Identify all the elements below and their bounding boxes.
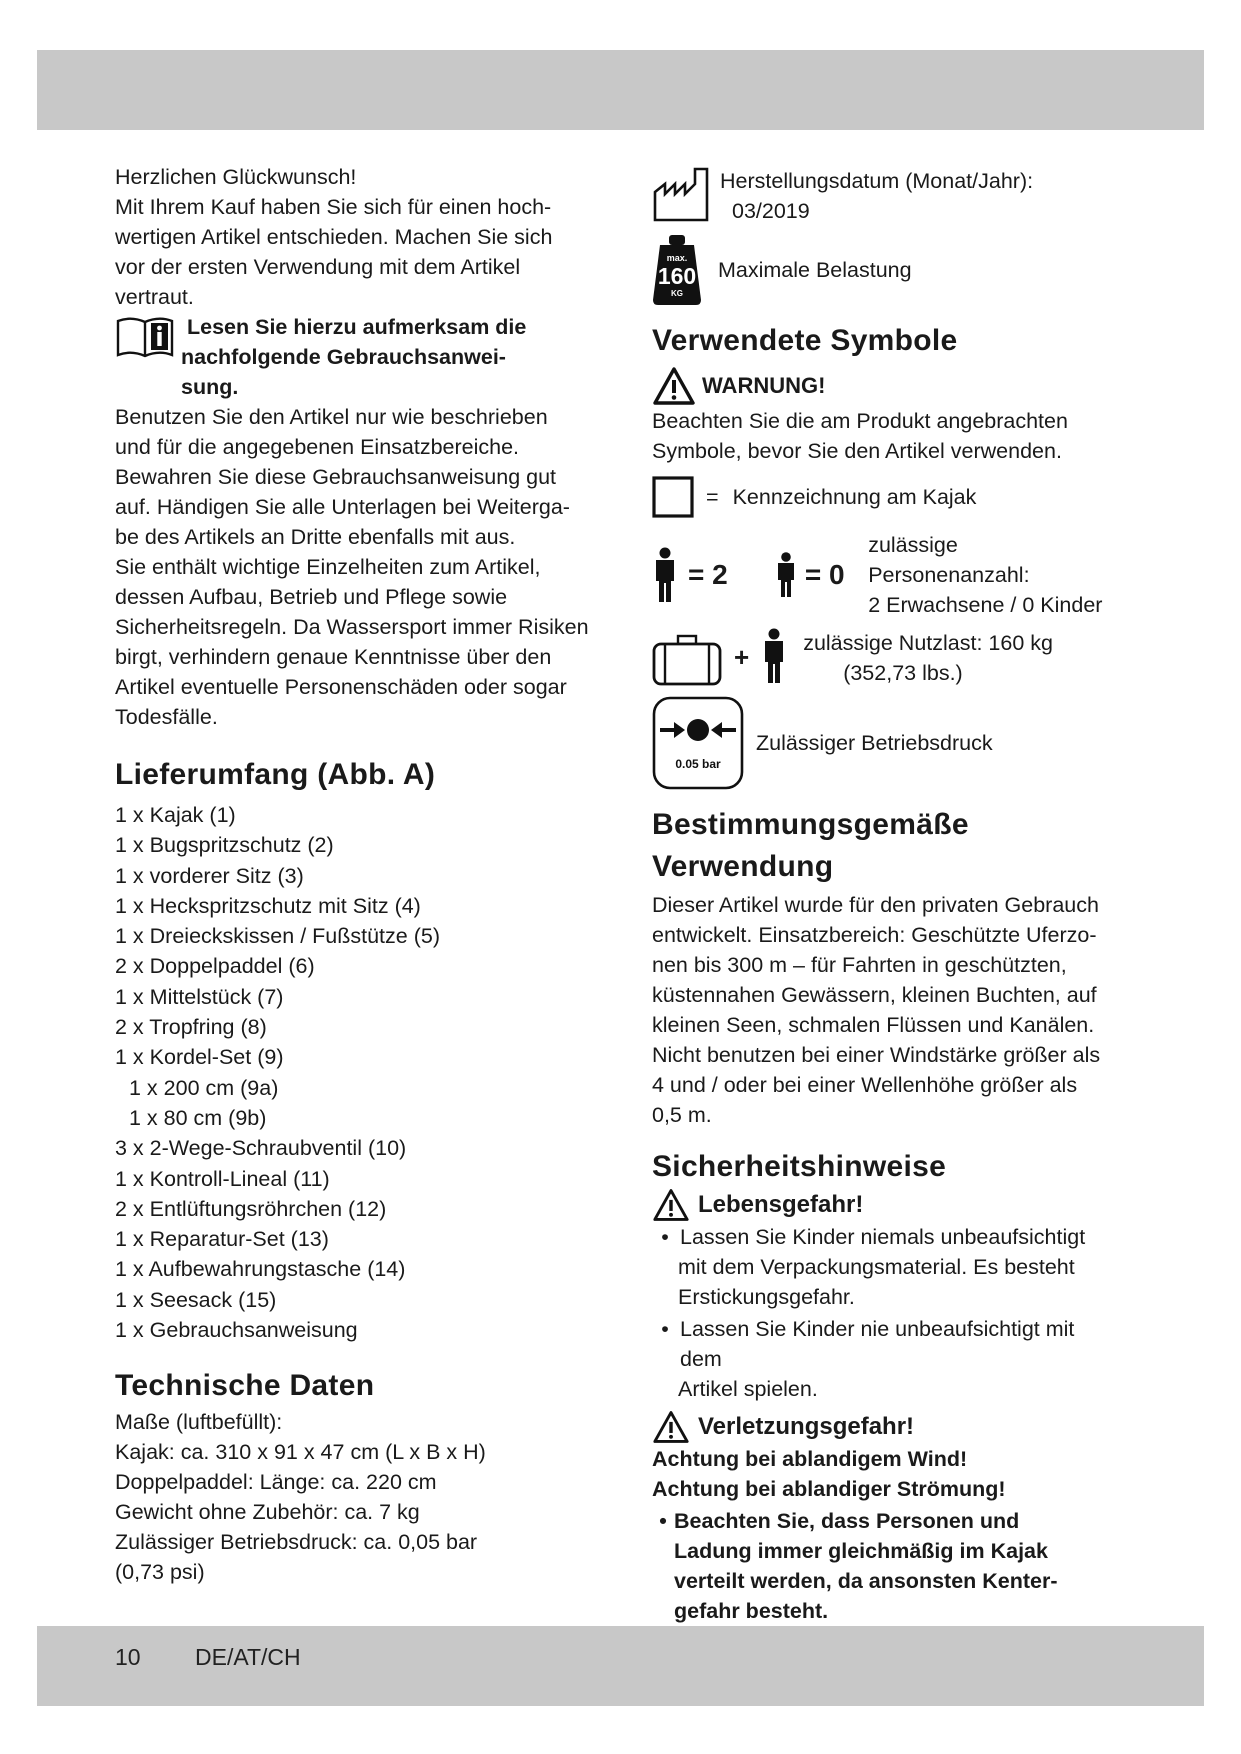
tech-line: Gewicht ohne Zubehör: ca. 7 kg: [115, 1500, 420, 1525]
sicherheit-heading: Sicherheitshinweise: [652, 1150, 947, 1183]
weight-max-160-icon: [652, 234, 702, 306]
nutzlast-row: [652, 628, 1122, 688]
nutzlast-line: (352,73 lbs.): [843, 661, 963, 685]
warning-label-row: [652, 366, 1122, 406]
bestimmung-line: Dieser Artikel wurde für den privaten Gebrauch: [652, 893, 1099, 917]
body-line: Todesfälle.: [115, 705, 218, 729]
lieferumfang-heading: Lieferumfang (Abb. A): [115, 758, 436, 791]
warning-triangle-icon: [652, 1410, 690, 1444]
kennzeichnung-label: Kennzeichnung am Kajak: [732, 485, 977, 509]
safety-bullet: [652, 1506, 1122, 1626]
warning-label: WARNUNG!: [702, 373, 826, 398]
weight-badge-value: 160: [657, 263, 697, 289]
marking-square-icon: [652, 476, 694, 518]
body-line: birgt, verhindern genaue Kenntnisse über den: [115, 645, 552, 669]
tech-line: Zulässiger Betriebsdruck: ca. 0,05 bar: [115, 1530, 478, 1555]
betriebsdruck-label: Zulässiger Betriebsdruck: [756, 731, 993, 755]
intro-line: Mit Ihrem Kauf haben Sie sich für einen hoch-: [115, 195, 552, 219]
list-item: 2 x Doppelpaddel (6): [115, 954, 315, 979]
nutzlast-line: zulässige Nutzlast: 160 kg: [803, 631, 1053, 655]
read-manual-notice: [115, 312, 595, 372]
stroemung-warning: Achtung bei ablandiger Strömung!: [652, 1477, 1006, 1501]
list-item: 1 x Dreieckskissen / Fußstütze (5): [115, 924, 440, 949]
bullet-line: mit dem Verpackungsmaterial. Es besteht: [678, 1255, 1075, 1279]
pressure-gauge-icon: [652, 696, 744, 790]
persons-row: [652, 530, 1122, 620]
intro-line: Herzlichen Glückwunsch!: [115, 165, 357, 189]
warning-triangle-icon: [652, 366, 696, 406]
bullet-line: gefahr besteht.: [674, 1599, 829, 1623]
bestimmung-line: nen bis 300 m – für Fahrten in geschützten,: [652, 953, 1067, 977]
list-item: 1 x 80 cm (9b): [129, 1105, 267, 1130]
bullet-line: Ladung immer gleichmäßig im Kajak: [674, 1539, 1048, 1563]
bullet-dot: •: [661, 1225, 669, 1249]
bestimmung-text: [652, 890, 1122, 1130]
lebensgefahr-label: Lebensgefahr!: [698, 1191, 864, 1218]
tech-line: Kajak: ca. 310 x 91 x 47 cm (L x B x H): [115, 1440, 486, 1465]
tech-line: Maße (luftbefüllt):: [115, 1410, 283, 1435]
warning-line: Symbole, bevor Sie den Artikel verwenden.: [652, 439, 1062, 463]
body-line: Sicherheitsregeln. Da Wassersport immer Risiken: [115, 615, 589, 639]
body-line: Benutzen Sie den Artikel nur wie beschrieben: [115, 405, 548, 429]
herstellungsdatum-label: Herstellungsdatum (Monat/Jahr):: [720, 169, 1034, 193]
list-item: 1 x Mittelstück (7): [115, 984, 284, 1009]
lieferumfang-list: [115, 800, 595, 1345]
luggage-icon: [652, 634, 722, 686]
tech-line: Doppelpaddel: Länge: ca. 220 cm: [115, 1470, 437, 1495]
header-bar: [37, 50, 1204, 130]
bullet-line: Lassen Sie Kinder nie unbeaufsichtigt mit dem: [680, 1317, 1075, 1371]
intro-line: vor der ersten Verwendung mit dem Artikel: [115, 255, 521, 279]
plus-sign: +: [734, 642, 750, 672]
list-item: 1 x 200 cm (9a): [129, 1075, 279, 1100]
bestimmung-line: 4 und / oder bei einer Wellenhöhe größer als: [652, 1073, 1078, 1097]
bestimmung-line: 0,5 m.: [652, 1103, 712, 1127]
list-item: 1 x Kontroll-Lineal (11): [115, 1166, 330, 1191]
bullet-line: Lassen Sie Kinder niemals unbeaufsichtigt: [680, 1225, 1086, 1249]
adults-count: = 2: [688, 559, 728, 590]
safety-bullet: [652, 1314, 1122, 1404]
notice-line: nachfolgende Gebrauchsanwei-: [181, 345, 506, 369]
max-load-row: [652, 234, 1122, 306]
list-item: 2 x Tropfring (8): [115, 1015, 267, 1040]
weight-badge-top: max.: [666, 253, 688, 263]
warning-triangle-icon: [652, 1188, 690, 1222]
intro-line: wertigen Artikel entschieden. Machen Sie sich: [115, 225, 553, 249]
bestimmung-line: entwickelt. Einsatzbereich: Geschützte Uferzo-: [652, 923, 1097, 947]
list-item: 1 x Heckspritzschutz mit Sitz (4): [115, 893, 421, 918]
bullet-dot: •: [661, 1317, 669, 1341]
body-line: dessen Aufbau, Betrieb und Pflege sowie: [115, 585, 508, 609]
bestimmung-line: küstennahen Gewässern, kleinen Buchten, auf: [652, 983, 1097, 1007]
body-line: Bewahren Sie diese Gebrauchsanweisung gut: [115, 465, 557, 489]
bestimmung-line: kleinen Seen, schmalen Flüssen und Kanälen.: [652, 1013, 1095, 1037]
list-item: 1 x Aufbewahrungstasche (14): [115, 1257, 406, 1282]
notice-line: Lesen Sie hierzu aufmerksam die: [187, 315, 527, 339]
bullet-line: Beachten Sie, dass Personen und: [674, 1509, 1020, 1533]
list-item: 1 x Seesack (15): [115, 1287, 277, 1312]
weight-badge-unit: KG: [671, 289, 683, 298]
right-column: [652, 166, 1122, 1626]
lebensgefahr-row: [652, 1188, 1122, 1222]
bullet-line: verteilt werden, da ansonsten Kenter-: [674, 1569, 1058, 1593]
body-line: auf. Händigen Sie alle Unterlagen bei Weiterga-: [115, 495, 570, 519]
intro-line: vertraut.: [115, 285, 194, 309]
technische-daten-text: [115, 1407, 595, 1587]
safety-bullet: [652, 1222, 1122, 1312]
bullet-line: Artikel spielen.: [678, 1377, 818, 1401]
pressure-badge-text: 0.05 bar: [675, 757, 721, 771]
herstellungsdatum-value: 03/2019: [732, 199, 810, 223]
body-line: Sie enthält wichtige Einzelheiten zum Artikel,: [115, 555, 541, 579]
kennzeichnung-equals: =: [706, 485, 719, 509]
list-item: 1 x Reparatur-Set (13): [115, 1227, 329, 1252]
warning-line: Beachten Sie die am Produkt angebrachten: [652, 409, 1068, 433]
list-item: 1 x Gebrauchsanweisung: [115, 1318, 358, 1343]
country-codes: DE/AT/CH: [195, 1644, 301, 1670]
personen-line: zulässige Personenanzahl:: [868, 533, 1030, 587]
bestimmung-line: Nicht benutzen bei einer Windstärke größer als: [652, 1043, 1101, 1067]
max-load-label: Maximale Belastung: [718, 258, 912, 282]
herstellungsdatum: [652, 166, 1122, 226]
bestimmung-heading: Verwendung: [652, 850, 834, 883]
bullet-line: Erstickungsgefahr.: [678, 1285, 855, 1309]
verletzungsgefahr-row: [652, 1410, 1122, 1444]
body-line: und für die angegebenen Einsatzbereiche.: [115, 435, 520, 459]
technische-daten-heading: Technische Daten: [115, 1369, 375, 1403]
kennzeichnung-row: [652, 476, 1122, 518]
pressure-row: [652, 696, 1122, 790]
list-item: 2 x Entlüftungsröhrchen (12): [115, 1196, 387, 1221]
adult-person-icon: [652, 547, 678, 603]
personen-line: 2 Erwachsene / 0 Kinder: [868, 593, 1103, 617]
verwendete-symbole-heading: Verwendete Symbole: [652, 324, 958, 357]
tech-line: (0,73 psi): [115, 1560, 205, 1585]
verletzungsgefahr-label: Verletzungsgefahr!: [698, 1413, 915, 1440]
list-item: 1 x Bugspritzschutz (2): [115, 833, 334, 858]
bestimmung-heading: Bestimmungsgemäße: [652, 808, 969, 841]
children-count: = 0: [804, 559, 845, 590]
intro-body: [115, 402, 595, 732]
manufacture-date-icon: [652, 166, 710, 224]
notice-line: sung.: [181, 375, 239, 399]
bullet-dot: •: [659, 1509, 667, 1533]
manual-book-icon: [115, 315, 175, 361]
wind-warning: Achtung bei ablandigem Wind!: [652, 1447, 968, 1471]
list-item: 3 x 2-Wege-Schraubventil (10): [115, 1136, 407, 1161]
left-column: [115, 162, 595, 1587]
page-number: 10: [115, 1644, 141, 1670]
body-line: Artikel eventuelle Personenschäden oder sogar: [115, 675, 567, 699]
list-item: 1 x Kordel-Set (9): [115, 1045, 284, 1070]
child-person-icon: [775, 552, 797, 598]
list-item: 1 x Kajak (1): [115, 803, 236, 827]
person-load-icon: [761, 628, 787, 684]
body-line: be des Artikels an Dritte ebenfalls mit aus.: [115, 525, 516, 549]
intro-text: [115, 162, 595, 312]
list-item: 1 x vorderer Sitz (3): [115, 863, 304, 888]
